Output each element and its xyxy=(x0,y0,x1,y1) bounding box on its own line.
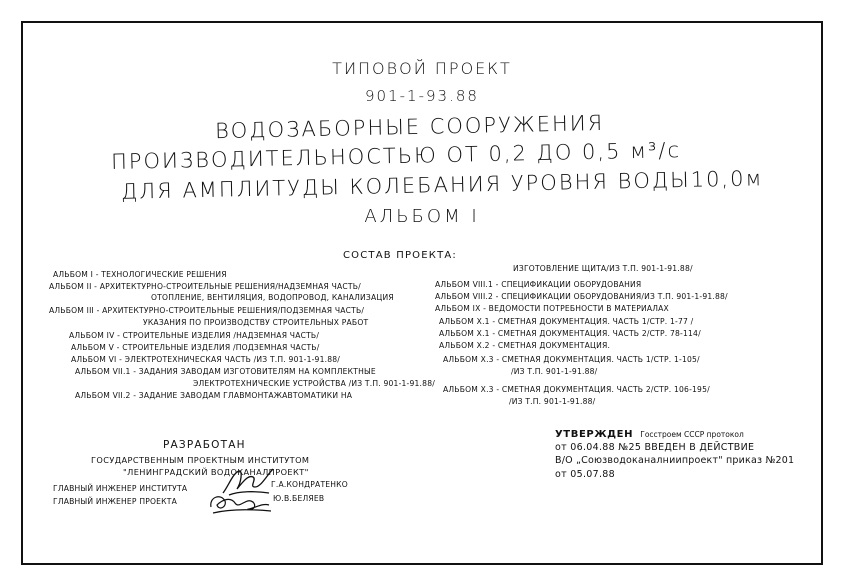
composition-left-item: АЛЬБОМ VII.2 - ЗАДАНИЕ ЗАВОДАМ ГЛАВМОНТАЖАВТОМАТИКИ НА xyxy=(75,391,353,400)
developer-line-2: "ЛЕНИНГРАДСКИЙ ВОДОКАНАЛПРОЕКТ" xyxy=(123,467,309,477)
approval-line-3: В/О „Союзводоканалниипроект" приказ №201 xyxy=(555,455,795,466)
composition-right-item: АЛЬБОМ IX - ВЕДОМОСТИ ПОТРЕБНОСТИ В МАТЕРИАЛАХ xyxy=(435,304,669,313)
composition-right-item: /ИЗ Т.П. 901-1-91.88/ xyxy=(511,367,598,376)
developer-line-1: ГОСУДАРСТВЕННЫМ ПРОЕКТНЫМ ИНСТИТУТОМ xyxy=(91,455,310,465)
approval-line-2: от 06.04.88 №25 ВВЕДЕН В ДЕЙСТВИЕ xyxy=(555,442,755,453)
title-line-3: ДЛЯ АМПЛИТУДЫ КОЛЕБАНИЯ УРОВНЯ ВОДЫ10,0м xyxy=(120,166,764,204)
composition-right-item: АЛЬБОМ VIII.1 - СПЕЦИФИКАЦИИ ОБОРУДОВАНИЯ xyxy=(435,280,642,289)
role-chief-engineer-institute: ГЛАВНЫЙ ИНЖЕНЕР ИНСТИТУТА xyxy=(53,484,188,493)
composition-right-item: АЛЬБОМ X.1 - СМЕТНАЯ ДОКУМЕНТАЦИЯ. ЧАСТЬ 1/СТР. 1-77 / xyxy=(439,317,694,326)
composition-right-item: /ИЗ Т.П. 901-1-91.88/ xyxy=(509,397,596,406)
title-line-1: ВОДОЗАБОРНЫЕ СООРУЖЕНИЯ xyxy=(214,110,605,144)
project-number: 901-1-93.88 xyxy=(365,87,479,105)
composition-heading: СОСТАВ ПРОЕКТА: xyxy=(343,250,457,261)
composition-left-item: ЭЛЕКТРОТЕХНИЧЕСКИЕ УСТРОЙСТВА /ИЗ Т.П. 901-1-91.88/ xyxy=(193,379,435,388)
composition-right-item: АЛЬБОМ X.3 - СМЕТНАЯ ДОКУМЕНТАЦИЯ. ЧАСТЬ 1/СТР. 1-105/ xyxy=(443,355,700,364)
approval-line-1 xyxy=(555,429,744,440)
approval-label: УТВЕРЖДЕН xyxy=(555,429,634,440)
composition-left-item: АЛЬБОМ I - ТЕХНОЛОГИЧЕСКИЕ РЕШЕНИЯ xyxy=(53,270,227,279)
album-label: АЛЬБОМ I xyxy=(364,206,480,227)
composition-left-item: АЛЬБОМ VII.1 - ЗАДАНИЯ ЗАВОДАМ ИЗГОТОВИТЕЛЯМ НА КОМПЛЕКТНЫЕ xyxy=(75,367,376,376)
composition-right-item: АЛЬБОМ VIII.2 - СПЕЦИФИКАЦИИ ОБОРУДОВАНИЯ/ИЗ Т.П. 901-1-91.88/ xyxy=(435,292,728,301)
developer-heading: РАЗРАБОТАН xyxy=(163,439,246,451)
composition-right-item: АЛЬБОМ X.1 - СМЕТНАЯ ДОКУМЕНТАЦИЯ. ЧАСТЬ 2/СТР. 78-114/ xyxy=(439,329,701,338)
name-kondratenko: Г.А.КОНДРАТЕНКО xyxy=(271,480,348,489)
document-frame xyxy=(21,21,823,565)
title-line-2: ПРОИЗВОДИТЕЛЬНОСТЬЮ ОТ 0,2 ДО 0,5 м³/с xyxy=(110,138,682,174)
name-belyaev: Ю.В.БЕЛЯЕВ xyxy=(273,494,325,503)
composition-left-item: ОТОПЛЕНИЕ, ВЕНТИЛЯЦИЯ, ВОДОПРОВОД, КАНАЛИЗАЦИЯ xyxy=(151,293,394,302)
composition-left-item: УКАЗАНИЯ ПО ПРОИЗВОДСТВУ СТРОИТЕЛЬНЫХ РАБОТ xyxy=(143,318,369,327)
composition-left-item: АЛЬБОМ VI - ЭЛЕКТРОТЕХНИЧЕСКАЯ ЧАСТЬ /ИЗ Т.П. 901-1-91.88/ xyxy=(71,355,341,364)
role-chief-engineer-project: ГЛАВНЫЙ ИНЖЕНЕР ПРОЕКТА xyxy=(53,497,178,506)
doc-title: ТИПОВОЙ ПРОЕКТ xyxy=(332,59,512,78)
composition-right-item: АЛЬБОМ X.3 - СМЕТНАЯ ДОКУМЕНТАЦИЯ. ЧАСТЬ 2/СТР. 106-195/ xyxy=(443,385,710,394)
composition-left-item: АЛЬБОМ IV - СТРОИТЕЛЬНЫЕ ИЗДЕЛИЯ /НАДЗЕМНАЯ ЧАСТЬ/ xyxy=(69,331,320,340)
composition-right-item: ИЗГОТОВЛЕНИЕ ЩИТА/ИЗ Т.П. 901-1-91.88/ xyxy=(513,264,693,273)
composition-left-item: АЛЬБОМ III - АРХИТЕКТУРНО-СТРОИТЕЛЬНЫЕ РЕШЕНИЯ/ПОДЗЕМНАЯ ЧАСТЬ/ xyxy=(49,306,365,315)
composition-left-item: АЛЬБОМ II - АРХИТЕКТУРНО-СТРОИТЕЛЬНЫЕ РЕШЕНИЯ/НАДЗЕМНАЯ ЧАСТЬ/ xyxy=(49,282,361,291)
approval-authority: Госстроем СССР протокол xyxy=(640,430,744,439)
composition-left-item: АЛЬБОМ V - СТРОИТЕЛЬНЫЕ ИЗДЕЛИЯ /ПОДЗЕМНАЯ ЧАСТЬ/ xyxy=(71,343,320,352)
signature-belyaev xyxy=(205,489,275,519)
composition-right-item: АЛЬБОМ X.2 - СМЕТНАЯ ДОКУМЕНТАЦИЯ. xyxy=(439,341,611,350)
approval-line-4: от 05.07.88 xyxy=(555,469,615,480)
